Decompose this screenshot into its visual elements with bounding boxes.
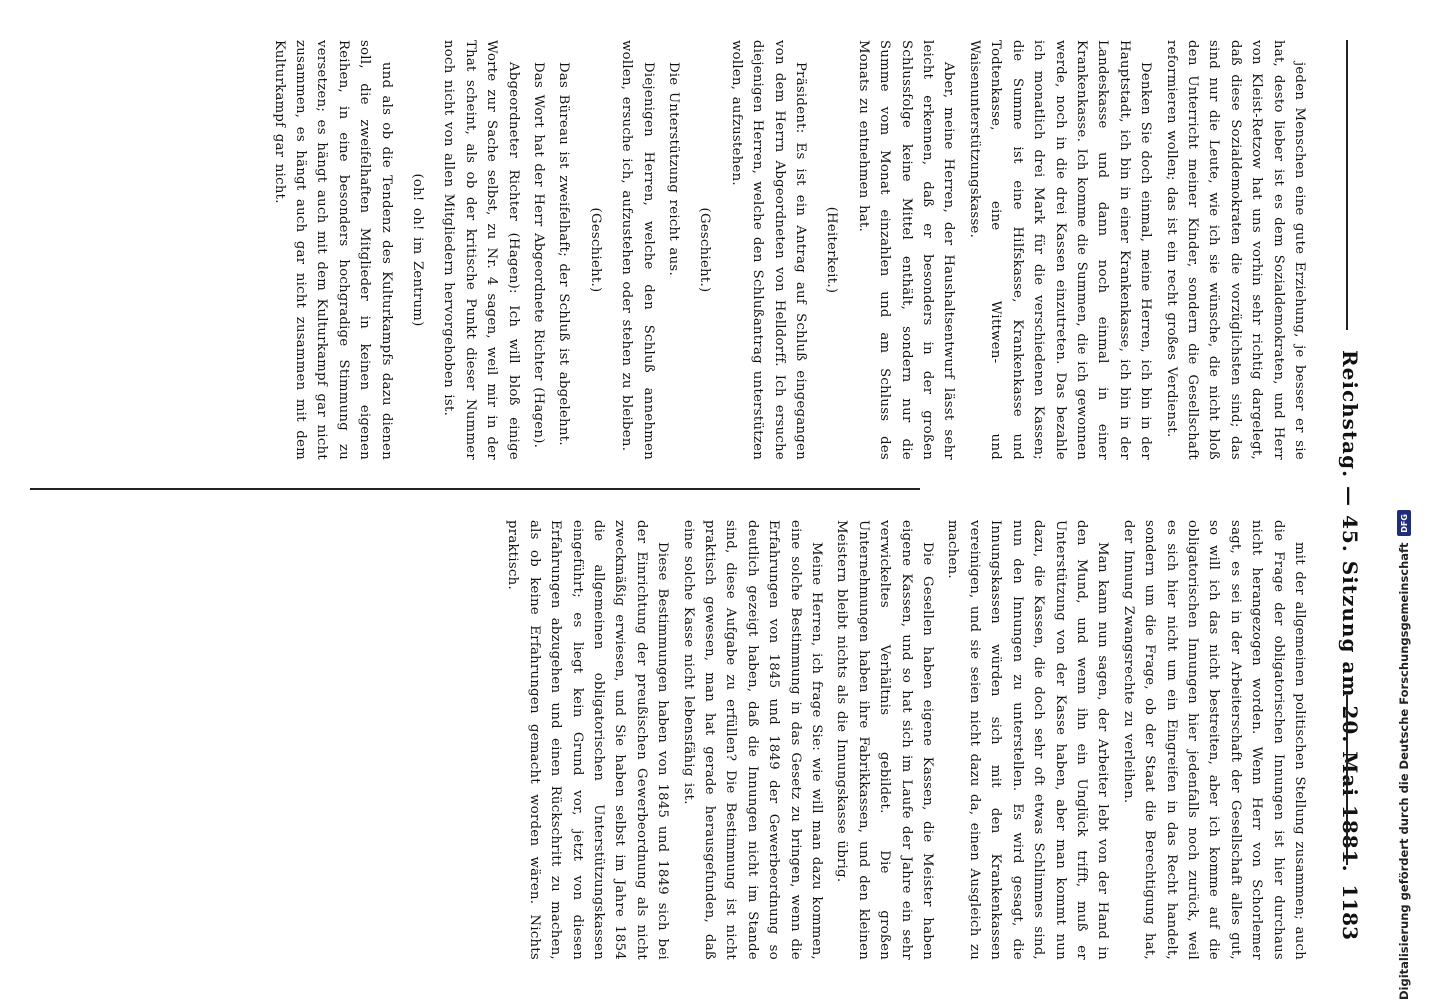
paragraph: und als ob die Tendenz des Kulturkampfs dazu dienen soll, die zweifelhaften Mitglieder in keinen eigenen Reihen, in eine besonders hochgradige Stimmung zu versetzen; es hängt auch mit dem Kulturkampf gar nicht zusammen, es hängt auch gar nicht zusammen mit dem Kulturkampf gar nicht. bbox=[271, 40, 394, 460]
header-rule-left bbox=[1346, 40, 1348, 330]
paragraph: Das Wort hat der Herr Abgeordnete Richter (Hagen). bbox=[531, 62, 546, 449]
dfg-logo: DFG bbox=[1397, 510, 1411, 536]
paragraph: mit der allgemeinen politischen Stellung zusammen; auch die Frage der obligatorischen Innungen ist hier durchaus nicht herangezogen worden. Wenn Herr von Schorlemer sagt, es sei in der Arbeiterschaft der Gesellschaft alles gut, so will ich das nicht bestreiten, aber ich komme auf die obligatorischen Innungen hier jedenfalls noch zurück, weil es sich hier nicht um ein Eingreifen in das Recht handelt, sondern um die Frage, ob der Staat die Berechtigung hat, der Innung Zwangsrechte zu verleihen. bbox=[1120, 520, 1307, 960]
paragraph: Aber, meine Herren, der Haushaltsentwurf lässt sehr leicht erkennen, daß er besonders in der großen Schlussfolge keine Mittel enthält, sondern nur die Summe vom Monat einzahlen und am Schluss des Monats zu entnehmen hat. bbox=[855, 40, 957, 460]
paragraph: Diejenigen Herren, welche den Schluß annehmen wollen, ersuche ich, aufzustehen oder stehen zu bleiben. bbox=[619, 40, 656, 460]
page-header bbox=[1330, 40, 1370, 960]
paragraph: Die Unterstützung reicht aus. bbox=[666, 62, 682, 276]
column-divider bbox=[30, 488, 920, 490]
paragraph: Meine Herren, ich frage Sie: wie will man dazu kommen, eine solche Bestimmung in das Gesetz zu bringen, wenn die Erfahrungen von 1845 und 1849 der Gewerbeordnung so deutlich gezeigt haben, daß die Innungen nicht im Stande sind, diese Aufgabe zu erfüllen? Die Bestimmung ist nicht praktisch gewesen, man hat gerade herausgefunden, daß eine solche Kasse nicht lebensfähig ist. bbox=[680, 520, 825, 960]
interjection: (Geschieht.) bbox=[587, 207, 603, 293]
running-title: Reichstag. — 45. Sitzung am 20. Mai 1881. bbox=[1338, 350, 1362, 873]
paragraph: Denken Sie doch einmal, meine Herren, ich bin in der Hauptstadt, ich bin in einer Krankenkasse, ich bin in der Landeskasse und dann noch einmal in einer Krankenkasse. Ich komme die Summen, die ich gewonnen werde, noch in die drei Kassen einzutreten. Das bezahle ich monatlich drei Mark für die verschiedenen Kassen; die Summe ist eine Hilfskasse, Krankenkasse und Todtenkasse, eine Wittwen- und Waisenunterstützungskasse. bbox=[966, 40, 1154, 460]
interjection: (oh! oh! im Zentrum) bbox=[409, 173, 425, 327]
left-column bbox=[264, 40, 1310, 460]
paragraph: Abgeordneter Richter (Hagen): Ich will bloß einige Worte zur Sache selbst, zu Nr. 4 sagen, weil mir in der That scheint, als ob der kritische Punkt dieser Nummer noch nicht von allen Mitgliedern hervorgehoben ist. bbox=[441, 40, 521, 460]
paragraph: jeden Menschen eine gute Erziehung, je besser er sie hat, desto lieber ist es dem Sozialdemokraten, und Herr von Kleist-Retzow hat uns vorhin sehr richtig dargelegt, daß diese Sozialdemokraten die vorzüglichsten sind; das sind nur die Leute, wie ich sie wünsche, die nicht bloß den Unterricht meiner Kinder, sondern die Gesellschaft reformieren wollen; das ist ein recht großes Verdienst. bbox=[1163, 40, 1307, 460]
paragraph: Diese Bestimmungen haben von 1845 und 1849 sich bei der Einrichtung der preußischen Gewerbeordnung als nicht zweckmäßig erwiesen, und Sie haben selbst im Jahre 1854 die allgemeinen obligatorischen Unterstützungskassen eingeführt; es liegt kein Grund vor, jetzt von diesen Erfahrungen abzugehen und einen Rückschritt zu machen, als ob keine Erfahrungen gemacht worden wären. Nichts praktisch. bbox=[505, 520, 671, 960]
paragraph: Man kann nun sagen, der Arbeiter lebt von der Hand in den Mund, und wenn ihn ein Unglück trifft, muß er Unterstützung von der Kasse haben, aber man kommt nun dazu, die Kassen, die doch sehr oft etwas Schlimmes sind, nun den Innungen zu unterstellen. Es wird gesagt, die Innungskassen würden sich mit den Krankenkassen vereinigen, und sie seien nicht dazu da, einen Ausgleich zu machen. bbox=[945, 520, 1111, 960]
paragraph: Das Büreau ist zweifelhaft; der Schluß ist abgelehnt. bbox=[556, 62, 572, 446]
credit-text: Digitalisierung gefördert durch die Deutsche Forschungsgemeinschaft bbox=[1397, 542, 1411, 1000]
interjection: (Heiterkeit.) bbox=[824, 206, 840, 294]
interjection: (Geschieht.) bbox=[697, 207, 713, 293]
right-column bbox=[498, 520, 1310, 960]
digitization-credit bbox=[1384, 0, 1424, 1000]
page-number: 1183 bbox=[1338, 884, 1362, 940]
paragraph: Die Gesellen haben eigene Kassen, die Meister haben eigene Kassen, und so hat sich im Laufe der Jahre ein sehr verwickeltes Verhältnis gebildet. Die großen Unternehmungen haben ihre Fabrikkassen, und den kleinen Meistern bleibt nichts als die Innungskasse übrig. bbox=[834, 520, 936, 960]
paragraph: Präsident: Es ist ein Antrag auf Schluß eingegangen von dem Herrn Abgeordneten von Helldorff. Ich ersuche diejenigen Herren, welche den Schlußantrag unterstützen wollen, aufzustehen. bbox=[728, 40, 809, 460]
header-rule-right bbox=[1346, 695, 1348, 865]
